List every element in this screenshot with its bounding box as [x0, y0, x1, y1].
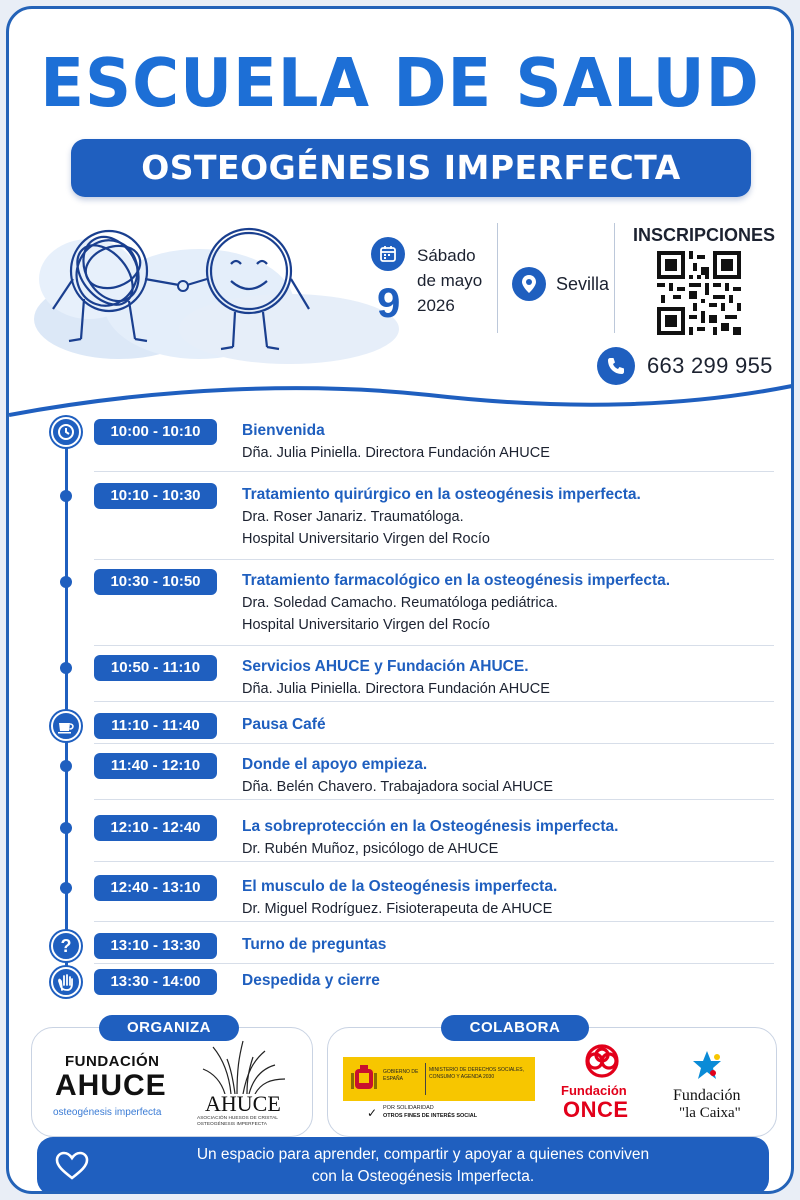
- time-slot: 10:30 - 10:50: [94, 569, 217, 595]
- fundacion-ahuce-line2: AHUCE: [55, 1069, 167, 1102]
- session-speaker: Dña. Julia Piniella. Directora Fundación AHUCE: [242, 445, 550, 461]
- time-slot: 10:00 - 10:10: [94, 419, 217, 445]
- organiza-label: ORGANIZA: [99, 1015, 239, 1041]
- divider: [614, 223, 615, 333]
- session-speaker: Hospital Universitario Virgen del Rocío: [242, 531, 490, 547]
- time-slot: 13:10 - 13:30: [94, 933, 217, 959]
- check-icon: ✓: [367, 1106, 378, 1120]
- colabora-label: COLABORA: [441, 1015, 589, 1041]
- footer-banner: [37, 1137, 769, 1194]
- gobierno-divider: [425, 1063, 426, 1095]
- session-title: Pausa Café: [242, 716, 326, 733]
- fundacion-once-logo[interactable]: [557, 1043, 649, 1125]
- time-slot: 11:40 - 12:10: [94, 753, 217, 779]
- ahuce-tagline: ASOCIACIÓN HUESOS DE CRISTAL OSTEOGÉNESIS IMPERFECTA: [197, 1116, 278, 1127]
- grass-icon: [191, 1039, 301, 1094]
- once-line2: ONCE: [563, 1097, 629, 1122]
- la-caixa-logo[interactable]: [669, 1049, 765, 1129]
- qr-code[interactable]: [657, 251, 741, 335]
- question-icon: ?: [51, 931, 81, 961]
- row-separator: [94, 701, 774, 702]
- fundacion-ahuce-line1: FUNDACIÓN: [65, 1053, 160, 1070]
- time-slot: 13:30 - 14:00: [94, 969, 217, 995]
- row-separator: [94, 471, 774, 472]
- footer-line1: Un espacio para aprender, compartir y apoyar a quienes conviven: [196, 1146, 650, 1163]
- session-speaker: Dña. Julia Piniella. Directora Fundación AHUCE: [242, 681, 550, 697]
- event-month: de mayo: [417, 271, 483, 290]
- caixa-line1: Fundación: [673, 1087, 741, 1104]
- gobierno-line2: OTROS FINES DE INTERÉS SOCIAL: [383, 1113, 478, 1119]
- session-title: Despedida y cierre: [242, 972, 380, 989]
- fundacion-ahuce-logo[interactable]: [43, 1049, 173, 1129]
- subtitle-banner: OSTEOGÉNESIS IMPERFECTA: [71, 139, 751, 197]
- session-title: Bienvenida: [242, 422, 325, 439]
- session-title: El musculo de la Osteogénesis imperfecta.: [242, 878, 558, 895]
- timeline-dot: [60, 576, 72, 588]
- footer-line2: con la Osteogénesis Imperfecta.: [311, 1168, 535, 1185]
- caixa-star-icon: [687, 1049, 727, 1083]
- event-year: 2026: [417, 296, 455, 315]
- caixa-line2: "la Caixa": [679, 1105, 741, 1121]
- session-speaker: Dra. Soledad Camacho. Reumatóloga pediátrica.: [242, 595, 558, 611]
- session-title: Turno de preguntas: [242, 936, 387, 953]
- ahuce-logo[interactable]: [191, 1039, 301, 1129]
- row-separator: [94, 963, 774, 964]
- coffee-icon: [51, 711, 81, 741]
- time-slot: 11:10 - 11:40: [94, 713, 217, 739]
- gobierno-line1: POR SOLIDARIDAD: [383, 1105, 434, 1111]
- event-day: 9: [377, 279, 401, 326]
- session-title: Servicios AHUCE y Fundación AHUCE.: [242, 658, 529, 675]
- phone-number: 663 299 955: [647, 353, 773, 378]
- session-speaker: Hospital Universitario Virgen del Rocío: [242, 617, 490, 633]
- row-separator: [94, 921, 774, 922]
- heart-icon: [37, 1151, 107, 1181]
- gobierno-left: GOBIERNO DE ESPAÑA: [383, 1069, 419, 1082]
- session-title: La sobreprotección en la Osteogénesis imperfecta.: [242, 818, 619, 835]
- divider: [497, 223, 498, 333]
- timeline-dot: [60, 882, 72, 894]
- session-speaker: Dña. Belén Chavero. Trabajadora social AHUCE: [242, 779, 554, 795]
- time-slot: 12:10 - 12:40: [94, 815, 217, 841]
- row-separator: [94, 559, 774, 560]
- session-title: Donde el apoyo empieza.: [242, 756, 428, 773]
- session-title: Tratamiento quirúrgico en la osteogénesis imperfecta.: [242, 486, 641, 503]
- footer-text: [107, 1144, 769, 1188]
- gobierno-right: MINISTERIO DE DERECHOS SOCIALES, CONSUMO Y AGENDA 2030: [429, 1067, 525, 1080]
- poster: [6, 6, 794, 1194]
- location-text: Sevilla: [556, 273, 610, 294]
- gobierno-espana-logo[interactable]: [343, 1057, 535, 1127]
- time-slot: 10:10 - 10:30: [94, 483, 217, 509]
- characters-illustration: [39, 209, 369, 369]
- session-speaker: Dr. Miguel Rodríguez. Fisioterapeuta de AHUCE: [242, 901, 553, 917]
- event-date: [371, 237, 491, 327]
- timeline-dot: [60, 662, 72, 674]
- timeline-dot: [60, 490, 72, 502]
- row-separator: [94, 799, 774, 800]
- once-rings-icon: [577, 1043, 627, 1079]
- page-title: ESCUELA DE SALUD: [40, 45, 760, 123]
- location-pin-icon: [512, 267, 546, 301]
- session-title: Tratamiento farmacológico en la osteogénesis imperfecta.: [242, 572, 671, 589]
- once-line1: Fundación: [561, 1083, 627, 1098]
- row-separator: [94, 743, 774, 744]
- registration-label: INSCRIPCIONES: [632, 225, 776, 245]
- session-speaker: Dra. Roser Janariz. Traumatóloga.: [242, 509, 464, 525]
- row-separator: [94, 645, 774, 646]
- session-speaker: Dr. Rubén Muñoz, psicólogo de AHUCE: [242, 841, 499, 857]
- timeline-dot: [60, 760, 72, 772]
- event-weekday: Sábado: [417, 246, 476, 265]
- calendar-icon: [371, 237, 405, 271]
- hand-wave-icon: [51, 967, 81, 997]
- time-slot: 10:50 - 11:10: [94, 655, 217, 681]
- row-separator: [94, 861, 774, 862]
- fundacion-ahuce-tagline: osteogénesis imperfecta: [53, 1107, 162, 1118]
- coat-of-arms-icon: [351, 1063, 377, 1095]
- timeline-dot: [60, 822, 72, 834]
- event-date-text: [417, 243, 527, 318]
- ahuce-name: AHUCE: [205, 1091, 281, 1116]
- event-location: [512, 264, 609, 304]
- timeline-line: [65, 435, 68, 975]
- time-slot: 12:40 - 13:10: [94, 875, 217, 901]
- clock-icon: [51, 417, 81, 447]
